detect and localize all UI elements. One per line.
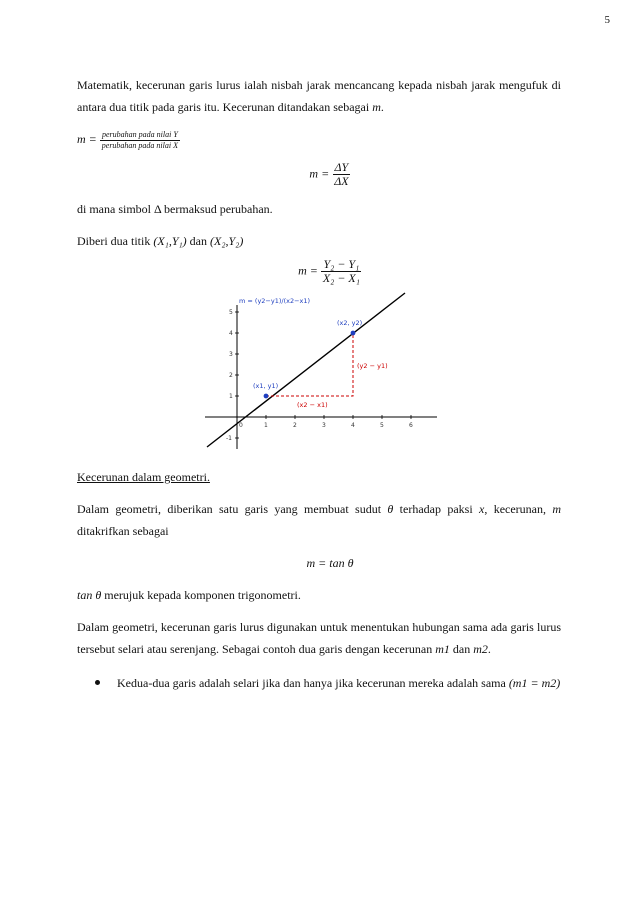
intro-paragraph	[77, 74, 561, 118]
run-label: (x2 − x1)	[297, 400, 328, 409]
y-tick-label: 5	[229, 308, 233, 316]
y-tick-label: 3	[229, 350, 233, 358]
point1: (X₁,Y₁)	[153, 233, 187, 248]
x-symbol: x	[479, 501, 485, 516]
geometry-text-c: , kecerunan,	[484, 501, 553, 516]
two-points-sentence	[77, 230, 561, 252]
bullet-list	[77, 672, 561, 694]
two-points-prefix: Diberi dua titik	[77, 233, 154, 248]
y-tick-label: 2	[229, 371, 233, 379]
m-symbol: m	[552, 501, 562, 516]
points-fraction	[321, 258, 362, 285]
formula-lhs: m =	[309, 166, 333, 180]
theta-symbol: θ	[387, 501, 394, 516]
m1-symbol: m1	[435, 641, 450, 656]
tan-explanation-text: merujuk kepada komponen trigonometri.	[101, 587, 301, 602]
x-tick-label: 2	[293, 421, 297, 429]
period: .	[487, 641, 491, 656]
fraction-numerator: ΔY	[334, 159, 349, 174]
formula-lhs: m =	[298, 263, 321, 277]
page-number: 5	[604, 14, 610, 26]
geometry-text-b: terhadap paksi	[393, 501, 480, 516]
and-word: dan	[186, 233, 210, 248]
origin-label: 0	[239, 421, 243, 429]
m-symbol: m	[372, 100, 381, 114]
bullet-item	[77, 672, 561, 694]
parallel-text: Dalam geometri, kecerunan garis lurus digunakan untuk menentukan hubungan sama ada garis lurus tersebut selari atau serenjang. Sebagai contoh dua garis dengan kecerunan	[77, 619, 561, 656]
y-tick-label: 4	[229, 329, 233, 337]
slope-graph	[77, 289, 561, 454]
x-tick-label: 5	[380, 421, 384, 429]
delta-definition: di mana simbol Δ bermaksud perubahan.	[77, 201, 273, 216]
x-tick-label: 6	[409, 421, 413, 429]
bullet-text: Kedua-dua garis adalah selari jika dan hanya jika kecerunan mereka adalah sama	[117, 675, 509, 690]
section-heading: Kecerunan dalam geometri.	[77, 469, 210, 484]
geometry-paragraph	[77, 498, 561, 542]
rise-run-dashes	[266, 333, 353, 396]
fraction-denominator: ΔX	[334, 173, 349, 188]
delta-fraction	[332, 161, 350, 188]
x-tick-label: 1	[264, 421, 268, 429]
fraction-numerator: Y₂ − Y₁	[323, 256, 360, 271]
x-tick-label: 4	[351, 421, 355, 429]
formula-delta	[77, 161, 561, 188]
point-1-marker	[264, 393, 269, 398]
period: .	[380, 100, 384, 114]
tan-explanation	[77, 584, 561, 606]
formula-lhs: m =	[77, 132, 100, 146]
rise-label: (y2 − y1)	[357, 361, 388, 370]
document-body	[77, 74, 561, 694]
fraction-numerator: perubahan pada nilai Y	[101, 129, 178, 139]
slope-graph-svg	[199, 289, 439, 454]
intro-text: Matematik, kecerunan garis lurus ialah nisbah jarak mencancang kepada nisbah jarak mengufuk di antara dua titik pada garis itu. Kecerunan ditandakan sebagai	[77, 78, 561, 114]
y-tick-label: -1	[226, 434, 232, 442]
geometry-text-d: ditakrifkan sebagai	[77, 523, 169, 538]
point-2-label: (x2, y2)	[337, 318, 363, 327]
bullet-equation: (m1 = m2)	[508, 675, 561, 690]
tan-formula: m = tan θ	[306, 555, 354, 570]
point2: (X₂,Y₂)	[210, 233, 244, 248]
tan-theta: tan θ	[77, 587, 102, 602]
graph-formula-label: m = (y2−y1)/(x2−x1)	[239, 296, 311, 305]
geometry-text-a: Dalam geometri, diberikan satu garis yang membuat sudut	[77, 501, 388, 516]
formula-points	[77, 258, 561, 285]
parallel-paragraph	[77, 616, 561, 660]
word-fraction	[100, 130, 180, 151]
point-1-label: (x1, y1)	[253, 381, 279, 390]
fraction-denominator: X₂ − X₁	[322, 270, 360, 285]
formula-words	[77, 128, 561, 151]
point-2-marker	[351, 330, 356, 335]
fraction-denominator: perubahan pada nilai X	[101, 140, 178, 150]
y-tick-label: 1	[229, 392, 233, 400]
m2-symbol: m2	[473, 641, 488, 656]
and-word: dan	[449, 641, 474, 656]
x-tick-label: 3	[322, 421, 326, 429]
